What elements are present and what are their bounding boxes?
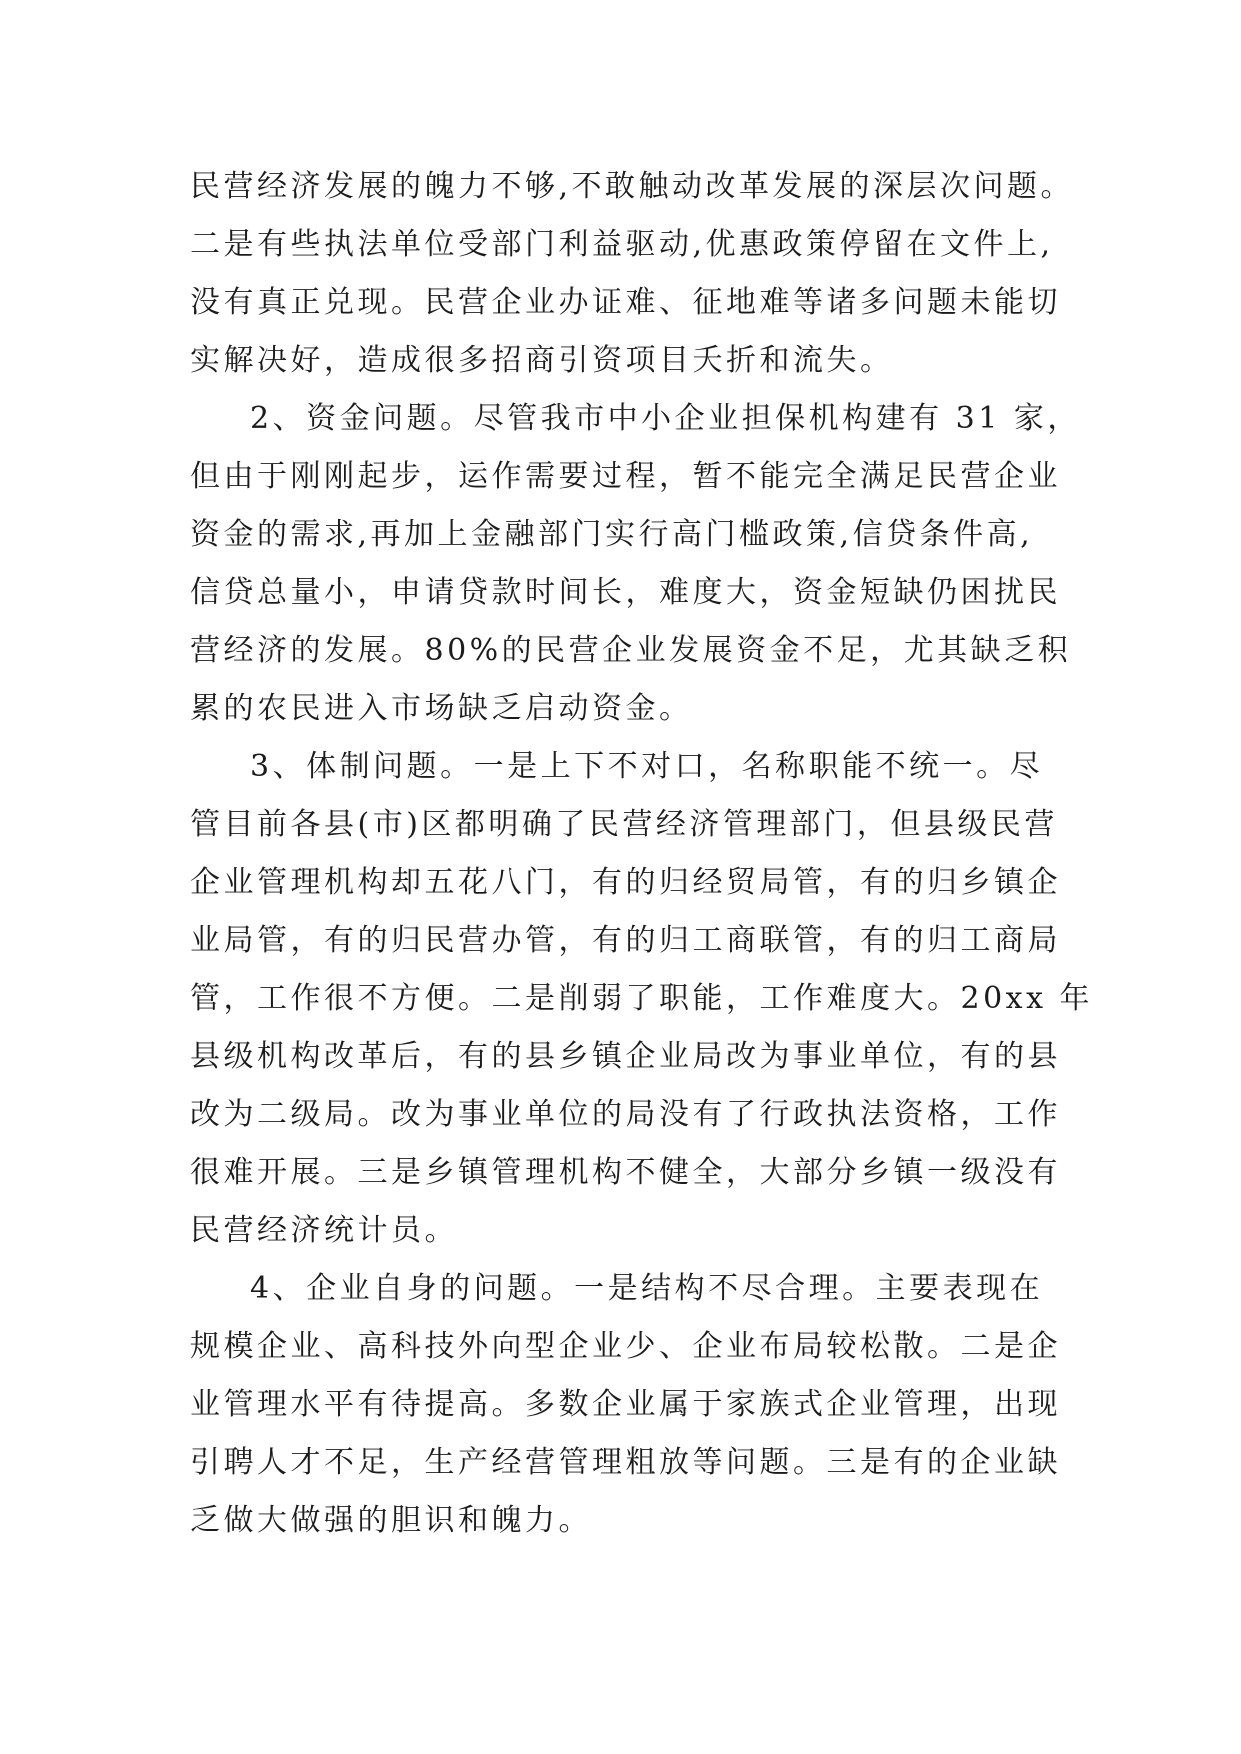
text-line: 累的农民进入市场缺乏启动资金。 <box>190 691 693 726</box>
text-line: 营经济的发展。80%的民营企业发展资金不足，尤其缺乏积 <box>190 633 1072 668</box>
text-line: 很难开展。三是乡镇管理机构不健全，大部分乡镇一级没有 <box>190 1155 1061 1190</box>
text-line: 民营经济发展的魄力不够,不敢触动改革发展的深层次问题。 <box>190 169 1075 204</box>
text-line: 企业管理机构却五花八门，有的归经贸局管，有的归乡镇企 <box>190 865 1061 900</box>
text-line: 规模企业、高科技外向型企业少、企业布局较松散。二是企 <box>190 1329 1061 1364</box>
text-line: 管目前各县(市)区都明确了民营经济管理部门，但县级民营 <box>190 807 1058 842</box>
text-line: 没有真正兑现。民营企业办证难、征地难等诸多问题未能切 <box>190 285 1061 320</box>
text-line: 二是有些执法单位受部门利益驱动,优惠政策停留在文件上, <box>190 227 1054 262</box>
text-line: 管，工作很不方便。二是削弱了职能，工作难度大。20xx 年 <box>190 981 1094 1016</box>
text-line: 业管理水平有待提高。多数企业属于家族式企业管理，出现 <box>190 1387 1061 1422</box>
text-line: 乏做大做强的胆识和魄力。 <box>190 1503 592 1538</box>
body-text <box>190 158 1094 1550</box>
paragraph-start-line: 2、资金问题。尽管我市中小企业担保机构建有 31 家， <box>250 401 1081 436</box>
text-line: 引聘人才不足，生产经营管理粗放等问题。三是有的企业缺 <box>190 1445 1061 1480</box>
text-line: 实解决好，造成很多招商引资项目夭折和流失。 <box>190 343 894 378</box>
text-line: 业局管，有的归民营办管，有的归工商联管，有的归工商局 <box>190 923 1061 958</box>
paragraph-start-line: 3、体制问题。一是上下不对口，名称职能不统一。尽 <box>250 749 1044 784</box>
text-line: 县级机构改革后，有的县乡镇企业局改为事业单位，有的县 <box>190 1039 1061 1074</box>
text-line: 但由于刚刚起步，运作需要过程，暂不能完全满足民营企业 <box>190 459 1061 494</box>
text-line: 改为二级局。改为事业单位的局没有了行政执法资格，工作 <box>190 1097 1061 1132</box>
paragraph-start-line: 4、企业自身的问题。一是结构不尽合理。主要表现在 <box>250 1271 1044 1306</box>
text-line: 信贷总量小，申请贷款时间长，难度大，资金短缺仍困扰民 <box>190 575 1061 610</box>
text-line: 资金的需求,再加上金融部门实行高门槛政策,信贷条件高, <box>190 517 1034 552</box>
text-line: 民营经济统计员。 <box>190 1213 458 1248</box>
